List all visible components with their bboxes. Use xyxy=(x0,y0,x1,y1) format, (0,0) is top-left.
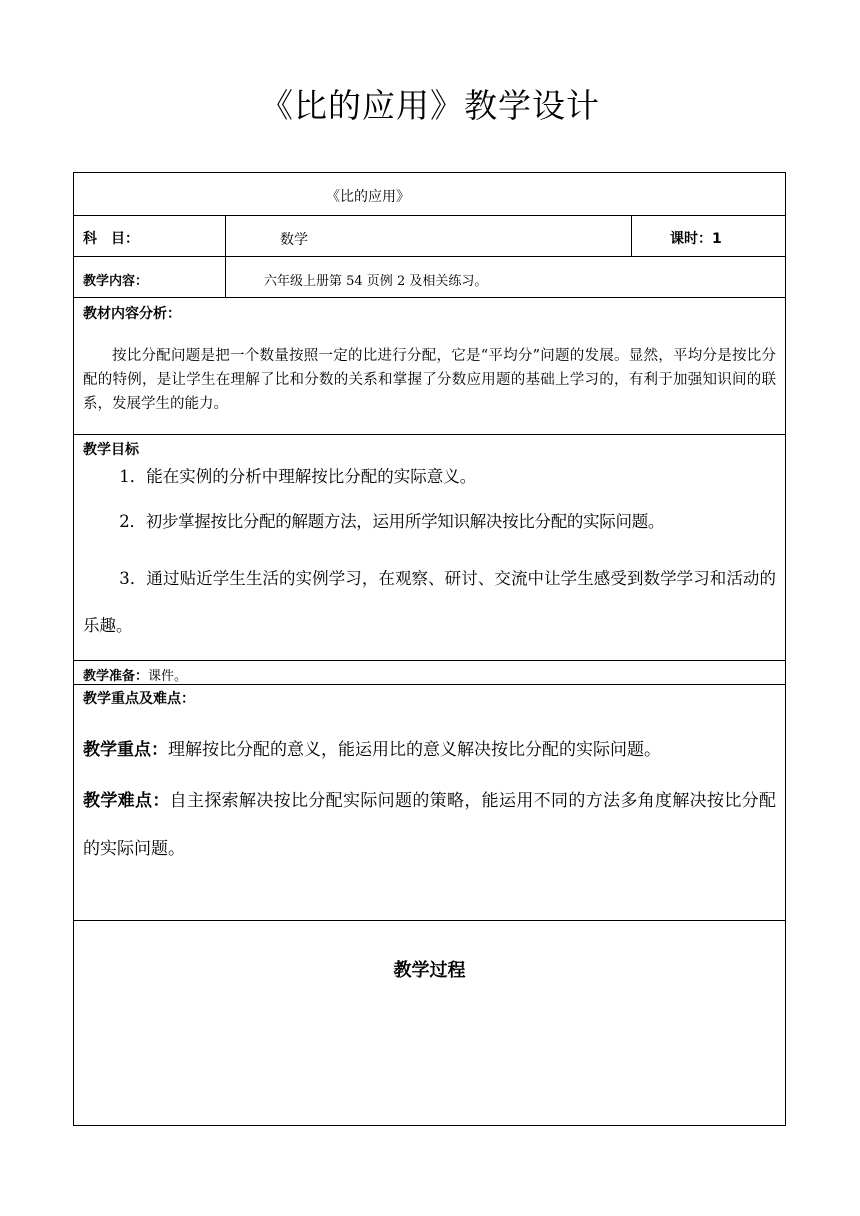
subject-value-cell xyxy=(225,216,631,256)
page-title: 《比的应用》教学设计 xyxy=(260,86,600,125)
analysis-row xyxy=(74,298,785,435)
hours-label: 课时：1 xyxy=(670,231,722,247)
header-title: 《比的应用》 xyxy=(326,189,410,205)
analysis-text: 按比分配问题是把一个数量按照一定的比进行分配，它是“平均分”问题的发展。显然，平均分是按比分配的特例，是让学生在理解了比和分数的关系和掌握了分数应用题的基础上学习的，有利于加强知识间的联系，发展学生的能力。 xyxy=(83,348,776,412)
preparation-value: 课件。 xyxy=(148,669,188,684)
preparation-label: 教学准备： xyxy=(83,669,149,684)
difficulty-line xyxy=(83,777,776,873)
lesson-plan-table xyxy=(73,172,786,1126)
preparation-line xyxy=(83,665,776,684)
keypoints-row xyxy=(74,685,785,921)
preparation-row xyxy=(74,661,785,685)
subject-label: 科 目： xyxy=(83,231,139,247)
objective-item-3: 3．通过贴近学生生活的实例学习，在观察、研讨、交流中让学生感受到数学学习和活动的乐趣。 xyxy=(83,569,776,635)
content-label-cell xyxy=(74,257,225,297)
process-heading: 教学过程 xyxy=(393,960,466,981)
subject-row xyxy=(74,216,785,257)
focus-text: 理解按比分配的意义，能运用比的意义解决按比分配的实际问题。 xyxy=(168,740,661,760)
hours-cell xyxy=(631,216,785,256)
keypoints-label: 教学重点及难点： xyxy=(83,691,195,707)
focus-line xyxy=(83,738,776,762)
content-value: 六年级上册第 54 页例 2 及相关练习。 xyxy=(264,274,488,289)
objective-item-2: 2．初步掌握按比分配的解题方法，运用所学知识解决按比分配的实际问题。 xyxy=(119,512,665,531)
objectives-row xyxy=(74,435,785,661)
objective-item-1: 1．能在实例的分析中理解按比分配的实际意义。 xyxy=(119,467,477,486)
analysis-label: 教材内容分析： xyxy=(83,306,181,322)
content-row xyxy=(74,257,785,298)
content-value-cell xyxy=(225,257,785,297)
difficulty-text: 自主探索解决按比分配实际问题的策略，能运用不同的方法多角度解决按比分配的实际问题。 xyxy=(83,791,777,859)
process-row xyxy=(74,921,785,1125)
subject-value: 数学 xyxy=(280,232,308,248)
focus-label: 教学重点： xyxy=(83,740,168,760)
table-header-row xyxy=(74,173,785,216)
content-label: 教学内容： xyxy=(83,274,149,289)
difficulty-label: 教学难点： xyxy=(83,791,170,811)
objectives-label: 教学目标 xyxy=(83,442,139,458)
subject-label-cell xyxy=(74,216,225,256)
